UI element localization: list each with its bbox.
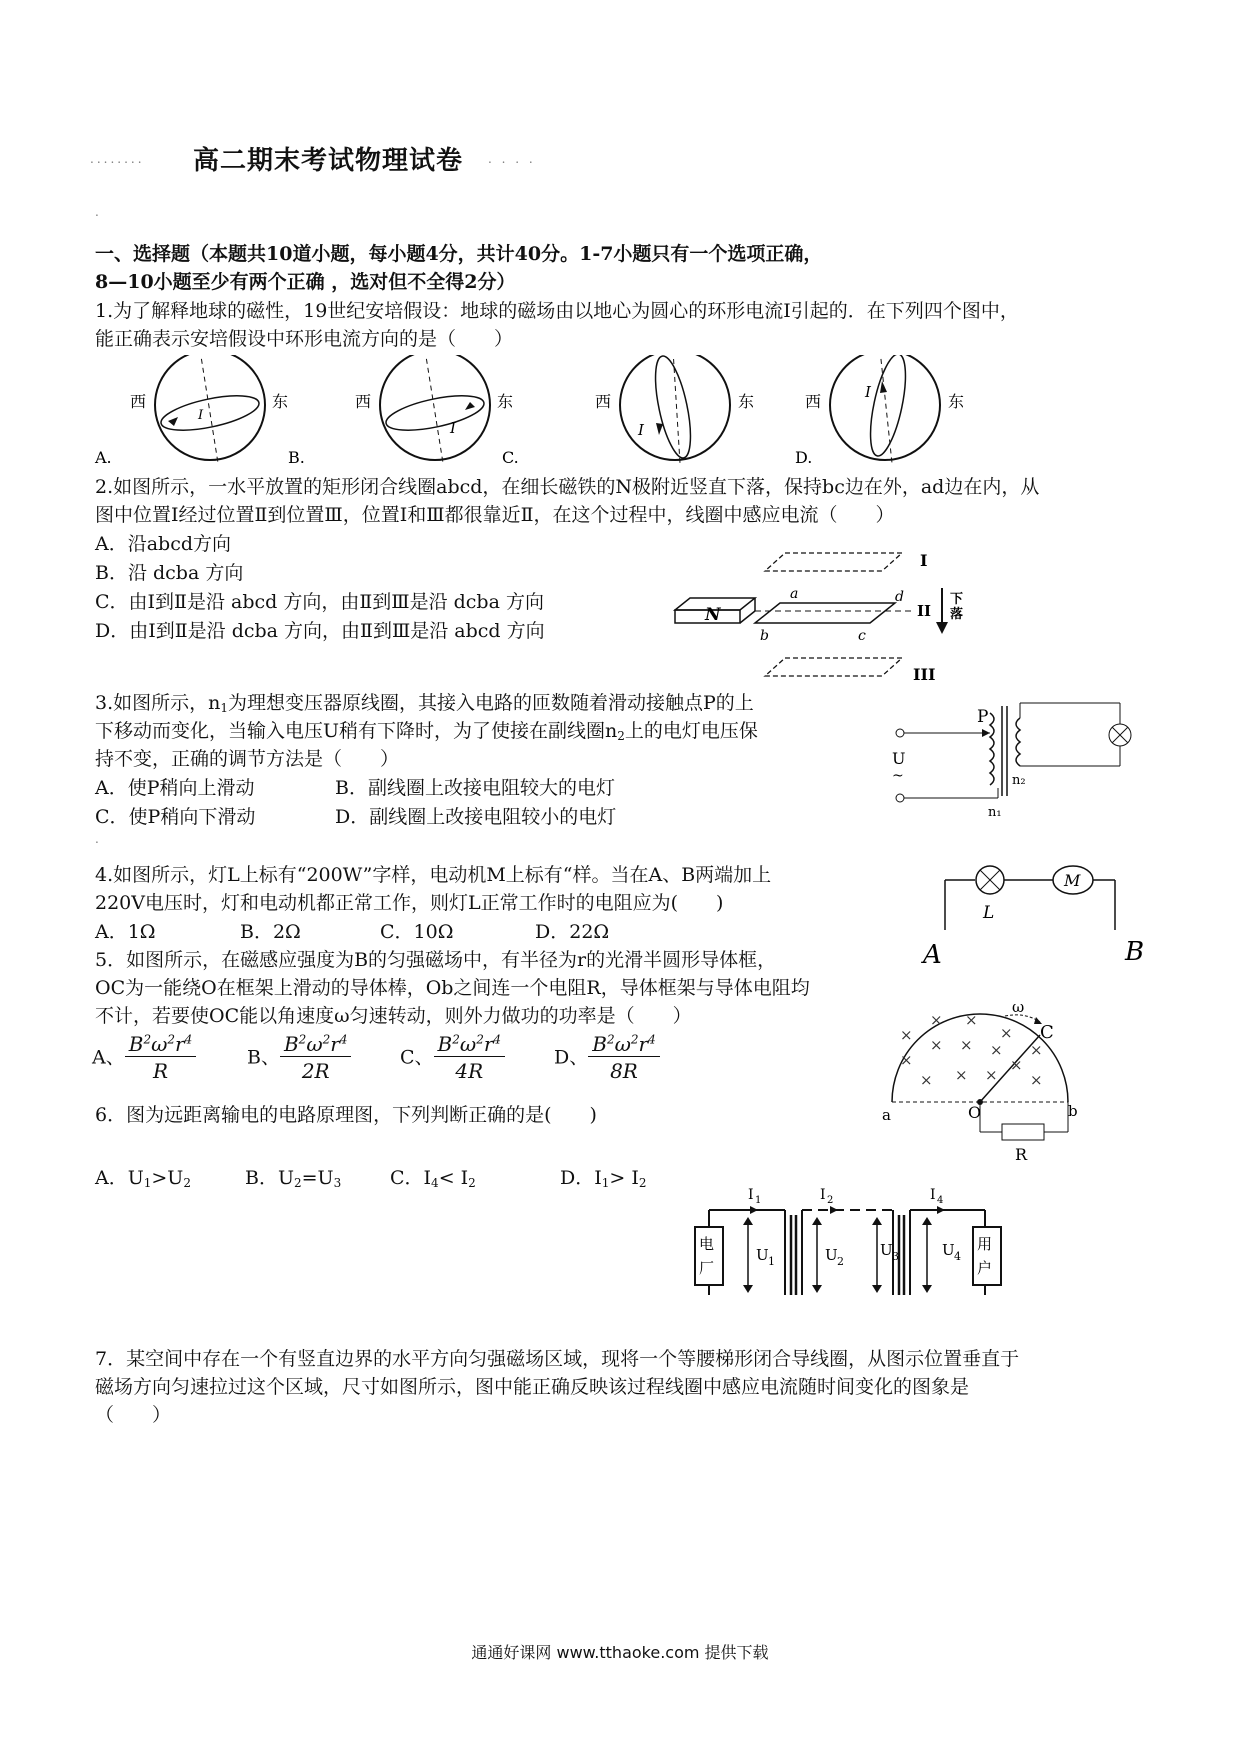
q4-option-a: A．1Ω bbox=[95, 921, 156, 943]
fraction-numerator: $B^2\omega^2r^4$ bbox=[125, 1032, 197, 1057]
east-label: 东 bbox=[948, 392, 965, 411]
svg-text:U: U bbox=[892, 749, 906, 768]
west-label: 西 bbox=[130, 392, 147, 411]
svg-text:O: O bbox=[968, 1103, 982, 1122]
page-title: 高二期末考试物理试卷 bbox=[193, 146, 464, 176]
q5-option bbox=[247, 1032, 351, 1083]
current-label: I bbox=[865, 383, 871, 401]
q1-figure-d bbox=[795, 355, 964, 467]
field-x-mark: × bbox=[955, 1066, 968, 1084]
q5-option bbox=[554, 1032, 660, 1083]
q5-option-fraction bbox=[588, 1032, 660, 1083]
fraction-denominator: R bbox=[152, 1059, 169, 1083]
q5-text-line2: OC为一能绕O在框架上滑动的导体棒，Ob之间连一个电阻R，导体框架与导体电阻均 bbox=[95, 977, 810, 999]
q5-options bbox=[92, 1032, 712, 1096]
q2-magnet-coil-figure bbox=[670, 548, 990, 688]
svg-text:I: I bbox=[748, 1187, 754, 1203]
svg-text:L: L bbox=[983, 903, 995, 923]
q5-option-fraction bbox=[434, 1032, 506, 1083]
svg-text:U: U bbox=[880, 1241, 893, 1259]
q3-text-line3: 持不变，正确的调节方法是（ ） bbox=[95, 748, 400, 770]
q4-lamp-motor-circuit bbox=[915, 860, 1155, 970]
svg-text:a: a bbox=[882, 1106, 891, 1124]
q3-option-a: A．使P稍向上滑动 bbox=[95, 777, 255, 799]
stray-mark-2: . bbox=[95, 832, 102, 846]
q6-option: D．$I_1> I_2$ bbox=[560, 1167, 647, 1190]
svg-text:R: R bbox=[1015, 1145, 1028, 1164]
q5-text-line3: 不计，若要使OC能以角速度ω匀速转动，则外力做功的功率是（ ） bbox=[95, 1005, 692, 1027]
fraction-numerator: $B^2\omega^2r^4$ bbox=[280, 1032, 352, 1057]
q1-globe-figures bbox=[90, 355, 1030, 470]
q4-text-line1: 4.如图所示，灯L上标有“200W”字样，电动机M上标有“样。当在A、B两端加上 bbox=[95, 864, 772, 886]
q2-option-b: B．沿 dcba 方向 bbox=[95, 562, 244, 584]
q1-option-b: B. bbox=[288, 448, 305, 467]
field-x-mark: × bbox=[1030, 1041, 1043, 1059]
east-label: 东 bbox=[497, 392, 514, 411]
field-x-mark: × bbox=[990, 1041, 1003, 1059]
svg-text:2: 2 bbox=[837, 1255, 844, 1268]
q7-text-line3: （ ） bbox=[95, 1404, 172, 1426]
q6-option: B．$U_2=U_3$ bbox=[245, 1167, 342, 1190]
svg-text:~: ~ bbox=[892, 768, 904, 784]
west-label: 西 bbox=[805, 392, 822, 411]
svg-text:B: B bbox=[1125, 937, 1145, 967]
svg-text:户: 户 bbox=[977, 1259, 993, 1277]
q2-option-a: A．沿abcd方向 bbox=[95, 533, 232, 555]
field-x-mark: × bbox=[930, 1011, 943, 1029]
east-label: 东 bbox=[272, 392, 289, 411]
q5-option-label: C、 bbox=[400, 1046, 434, 1069]
q5-option-fraction bbox=[280, 1032, 352, 1083]
q5-option-label: D、 bbox=[554, 1046, 589, 1069]
current-label: I bbox=[198, 408, 204, 423]
q5-option-label: B、 bbox=[247, 1046, 280, 1069]
svg-text:ω: ω bbox=[1012, 1000, 1025, 1016]
svg-text:落: 落 bbox=[950, 607, 964, 622]
svg-text:N: N bbox=[705, 605, 721, 625]
svg-text:U: U bbox=[756, 1246, 769, 1264]
svg-text:电: 电 bbox=[699, 1235, 715, 1253]
section-heading-line1: 一、选择题（本题共10道小题，每小题4分，共计40分。1-7小题只有一个选项正确， bbox=[95, 243, 823, 265]
svg-text:b: b bbox=[1068, 1102, 1078, 1120]
q1-figure-a bbox=[94, 355, 288, 467]
field-x-mark: × bbox=[920, 1071, 933, 1089]
q5-semicircle-frame-figure bbox=[880, 1000, 1080, 1165]
q4-option-c: C．10Ω bbox=[380, 921, 454, 943]
q6-option: A．$U_1>U_2$ bbox=[95, 1167, 191, 1190]
q1-figure-b bbox=[288, 355, 513, 467]
q1-option-a: A. bbox=[95, 448, 112, 467]
svg-text:III: III bbox=[913, 665, 936, 684]
field-x-mark: × bbox=[960, 1036, 973, 1054]
fraction-denominator: 2R bbox=[301, 1059, 330, 1083]
q5-option-fraction bbox=[125, 1032, 197, 1083]
svg-text:I: I bbox=[820, 1187, 826, 1203]
fraction-numerator: $B^2\omega^2r^4$ bbox=[588, 1032, 660, 1057]
q5-option bbox=[92, 1032, 196, 1083]
svg-text:用: 用 bbox=[977, 1235, 993, 1253]
q7-text-line1: 7．某空间中存在一个有竖直边界的水平方向匀强磁场区域，现将一个等腰梯形闭合导线圈，从图示位置垂直于 bbox=[95, 1348, 1020, 1370]
svg-text:n₁: n₁ bbox=[988, 805, 1002, 818]
current-label: I bbox=[638, 421, 644, 439]
svg-text:M: M bbox=[1064, 871, 1081, 890]
field-x-mark: × bbox=[965, 1011, 978, 1029]
current-label: I bbox=[450, 419, 456, 437]
q3-text-line1: 3.如图所示，$n_1$为理想变压器原线圈，其接入电路的匝数随着滑动接触点P的上 bbox=[95, 692, 754, 715]
q6-options bbox=[95, 1164, 735, 1194]
field-x-mark: × bbox=[1030, 1071, 1043, 1089]
q2-text-line1: 2.如图所示，一水平放置的矩形闭合线圈abcd，在细长磁铁的N极附近竖直下落，保持bc边在外，ad边在内，从 bbox=[95, 476, 1040, 498]
svg-text:a: a bbox=[790, 586, 799, 602]
section-heading-line2: 8—10小题至少有两个正确 ，选对但不全得2分） bbox=[95, 271, 516, 293]
q4-option-b: B．2Ω bbox=[240, 921, 301, 943]
svg-text:4: 4 bbox=[937, 1195, 944, 1206]
svg-text:U: U bbox=[825, 1246, 838, 1264]
q4-option-d: D．22Ω bbox=[535, 921, 610, 943]
svg-text:4: 4 bbox=[954, 1250, 961, 1263]
field-x-mark: × bbox=[930, 1036, 943, 1054]
stray-mark: . bbox=[95, 205, 102, 219]
fraction-denominator: 4R bbox=[455, 1059, 484, 1083]
svg-text:II: II bbox=[917, 602, 932, 620]
q5-option-label: A、 bbox=[92, 1046, 125, 1069]
q1-option-c: C. bbox=[502, 448, 519, 467]
q1-text-line1: 1.为了解释地球的磁性，19世纪安培假设：地球的磁场由以地心为圆心的环形电流I引起的．在下列四个图中， bbox=[95, 300, 1019, 322]
west-label: 西 bbox=[595, 392, 612, 411]
field-x-mark: × bbox=[1010, 1056, 1023, 1074]
svg-text:c: c bbox=[858, 628, 866, 644]
q2-option-c: C．由Ⅰ到Ⅱ是沿 abcd 方向，由Ⅱ到Ⅲ是沿 dcba 方向 bbox=[95, 591, 544, 613]
q3-option-c: C．使P稍向下滑动 bbox=[95, 806, 256, 828]
q5-text-line1: 5．如图所示，在磁感应强度为B的匀强磁场中，有半径为r的光滑半圆形导体框， bbox=[95, 949, 777, 971]
q3-option-d: D．副线圈上改接电阻较小的电灯 bbox=[335, 806, 617, 828]
title-dots-right: . . . . bbox=[488, 152, 536, 166]
svg-text:b: b bbox=[760, 628, 769, 644]
svg-text:U: U bbox=[942, 1241, 955, 1259]
svg-text:下: 下 bbox=[950, 592, 964, 607]
svg-text:1: 1 bbox=[755, 1195, 762, 1206]
svg-text:3: 3 bbox=[892, 1250, 899, 1263]
q3-text-line2: 下移动而变化，当输入电压U稍有下降时，为了使接在副线圈$n_2$上的电灯电压保 bbox=[95, 720, 758, 743]
q2-text-line2: 图中位置Ⅰ经过位置Ⅱ到位置Ⅲ，位置Ⅰ和Ⅲ都很靠近Ⅱ，在这个过程中，线圈中感应电流（ ） bbox=[95, 504, 895, 526]
q7-text-line2: 磁场方向匀速拉过这个区域，尺寸如图所示，图中能正确反映该过程线圈中感应电流随时间变化的图象是 bbox=[95, 1376, 970, 1398]
q3-transformer-figure bbox=[890, 688, 1150, 818]
svg-text:1: 1 bbox=[768, 1255, 775, 1268]
svg-text:n₂: n₂ bbox=[1012, 773, 1026, 788]
q1-text-line2: 能正确表示安培假设中环形电流方向的是（ ） bbox=[95, 328, 514, 350]
q2-option-d: D．由Ⅰ到Ⅱ是沿 dcba 方向，由Ⅱ到Ⅲ是沿 abcd 方向 bbox=[95, 620, 545, 642]
field-x-mark: × bbox=[1000, 1024, 1013, 1042]
q6-text-line1: 6．图为远距离输电的电路原理图，下列判断正确的是( ) bbox=[95, 1104, 597, 1126]
svg-text:P: P bbox=[977, 707, 989, 727]
q5-option bbox=[400, 1032, 505, 1083]
east-label: 东 bbox=[738, 392, 755, 411]
svg-text:d: d bbox=[895, 589, 904, 605]
q1-figure-c bbox=[502, 355, 754, 467]
q6-option: C．$I_4< I_2$ bbox=[390, 1167, 476, 1190]
field-marks bbox=[900, 1011, 1043, 1089]
svg-text:C: C bbox=[1040, 1022, 1054, 1043]
svg-text:I: I bbox=[930, 1187, 936, 1203]
q6-power-transmission-figure bbox=[690, 1185, 1010, 1295]
fraction-denominator: 8R bbox=[610, 1059, 638, 1083]
field-x-mark: × bbox=[985, 1066, 998, 1084]
svg-text:I: I bbox=[920, 551, 928, 570]
west-label: 西 bbox=[355, 392, 372, 411]
page-footer: 通通好课网 www.tthaoke.com 提供下载 bbox=[471, 1643, 769, 1662]
field-x-mark: × bbox=[900, 1026, 913, 1044]
q1-option-d: D. bbox=[795, 448, 813, 467]
svg-text:厂: 厂 bbox=[699, 1259, 715, 1277]
svg-text:A: A bbox=[923, 940, 942, 970]
svg-text:2: 2 bbox=[827, 1195, 834, 1206]
title-dots-left: ........ bbox=[90, 152, 145, 166]
field-x-mark: × bbox=[900, 1051, 913, 1069]
q4-text-line2: 220V电压时，灯和电动机都正常工作，则灯L正常工作时的电阻应为( ) bbox=[95, 892, 724, 914]
fraction-numerator: $B^2\omega^2r^4$ bbox=[434, 1032, 506, 1057]
q3-option-b: B．副线圈上改接电阻较大的电灯 bbox=[335, 777, 615, 799]
